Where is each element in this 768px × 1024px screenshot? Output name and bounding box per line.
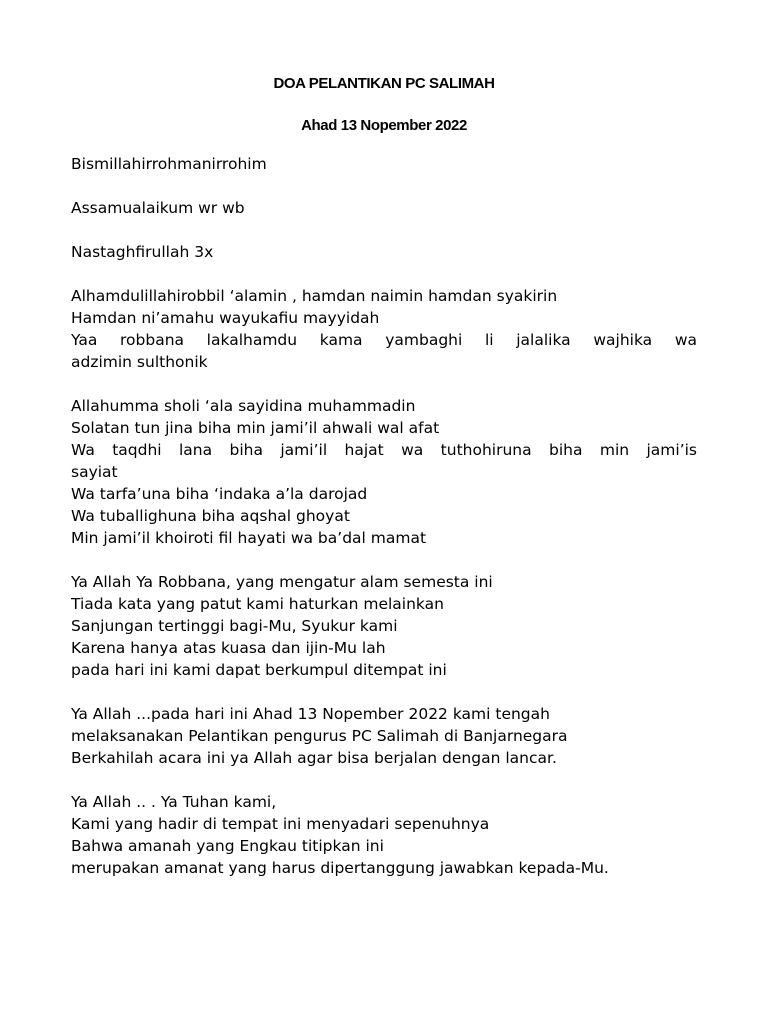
text-line: Bismillahirrohmanirrohim [71, 155, 267, 173]
text-line: pada hari ini kami dapat berkumpul ditempat ini [71, 661, 447, 679]
text-line: Wa taqdhi lana biha jami’il hajat wa tuthohiruna biha min jami’is [71, 441, 697, 459]
text-line: sayiat [71, 463, 118, 481]
text-line: Alhamdulillahirobbil ‘alamin , hamdan naimin hamdan syakirin [71, 287, 558, 305]
text-line: Min jami’il khoiroti fil hayati wa ba’dal mamat [71, 529, 427, 547]
text-line: Yaa robbana lakalhamdu kama yambaghi li jalalika wajhika wa [71, 331, 697, 349]
document-title: DOA PELANTIKAN PC SALIMAH [273, 75, 495, 92]
text-line: Solatan tun jina biha min jami’il ahwali wal afat [71, 419, 440, 437]
text-line: adzimin sulthonik [71, 353, 208, 371]
text-line: Allahumma sholi ‘ala sayidina muhammadin [71, 397, 416, 415]
text-line: Wa tarfa’una biha ‘indaka a’la darojad [71, 485, 368, 503]
document-date: Ahad 13 Nopember 2022 [301, 117, 467, 134]
text-line: melaksanakan Pelantikan pengurus PC Salimah di Banjarnegara [71, 727, 568, 745]
text-line: Ya Allah ...pada hari ini Ahad 13 Nopember 2022 kami tengah [71, 705, 550, 723]
text-line: Tiada kata yang patut kami haturkan melainkan [71, 595, 444, 613]
text-line: Kami yang hadir di tempat ini menyadari sepenuhnya [71, 815, 490, 833]
text-line: Assamualaikum wr wb [71, 199, 245, 217]
text-line: merupakan amanat yang harus dipertanggung jawabkan kepada-Mu. [71, 859, 609, 877]
text-line: Ya Allah .. . Ya Tuhan kami, [71, 793, 277, 811]
text-line: Karena hanya atas kuasa dan ijin-Mu lah [71, 639, 386, 657]
text-line: Hamdan ni’amahu wayukafiu mayyidah [71, 309, 380, 327]
text-line: Ya Allah Ya Robbana, yang mengatur alam semesta ini [71, 573, 493, 591]
text-line: Nastaghfirullah 3x [71, 243, 214, 261]
text-line: Wa tuballighuna biha aqshal ghoyat [71, 507, 350, 525]
text-line: Sanjungan tertinggi bagi-Mu, Syukur kami [71, 617, 398, 635]
text-line: Bahwa amanah yang Engkau titipkan ini [71, 837, 384, 855]
text-line: Berkahilah acara ini ya Allah agar bisa berjalan dengan lancar. [71, 749, 557, 767]
